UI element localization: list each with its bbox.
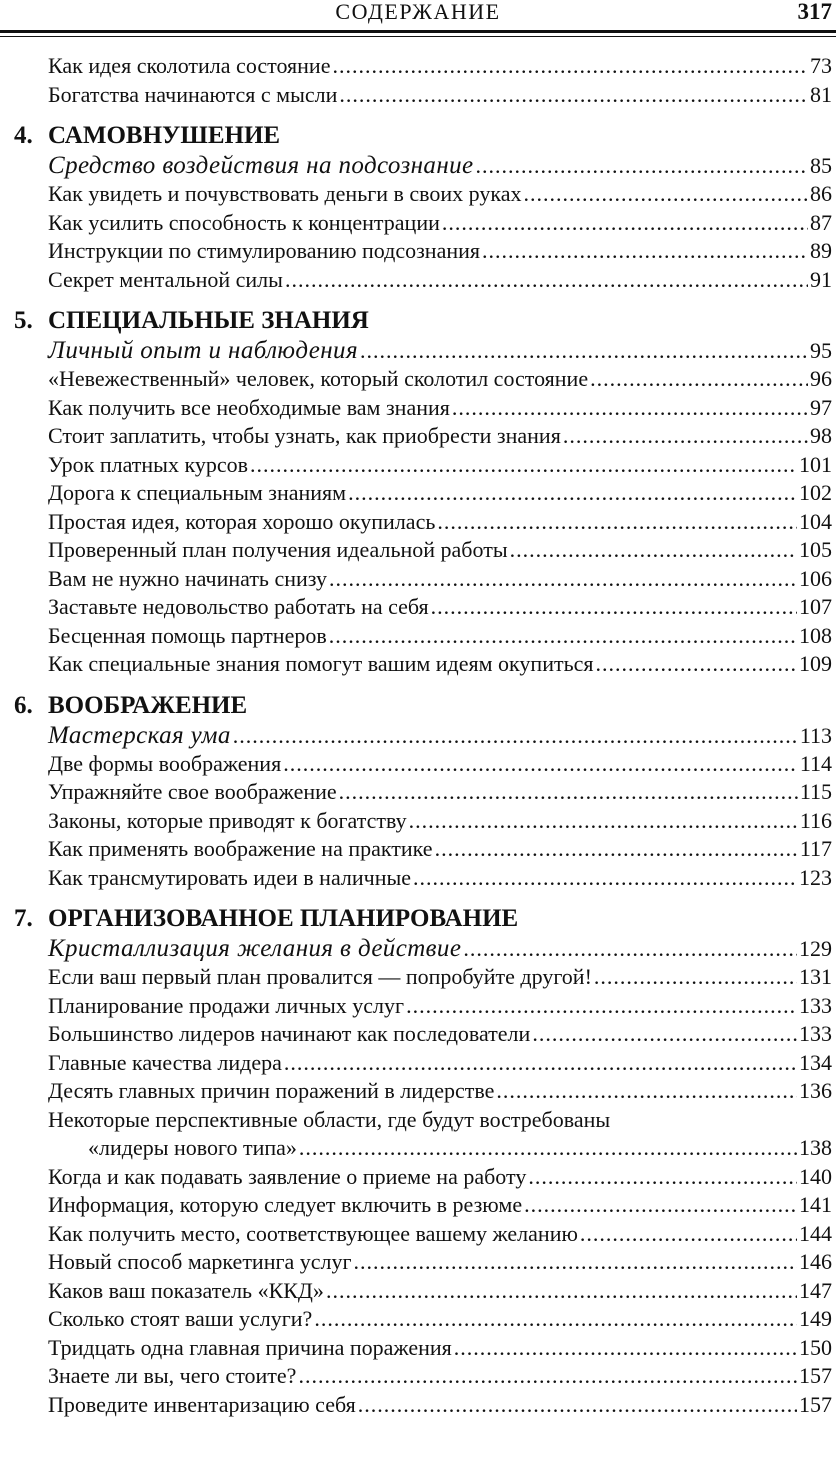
leader-dots xyxy=(339,778,798,807)
leader-dots xyxy=(463,934,797,963)
leader-dots xyxy=(437,508,797,537)
chapter-heading xyxy=(0,121,836,151)
toc-entry xyxy=(0,1305,836,1334)
chapter-number: 4. xyxy=(14,122,33,149)
toc-entry-text: Как идея сколотила состояние xyxy=(48,53,331,78)
chapter-subtitle xyxy=(0,151,836,180)
leader-dots xyxy=(590,365,808,394)
header-rule-thick xyxy=(0,30,836,33)
toc-entry-page: 123 xyxy=(799,864,832,890)
toc-entry xyxy=(0,536,836,565)
toc-entry-page: 131 xyxy=(799,964,832,989)
leader-dots xyxy=(233,721,798,750)
leader-dots xyxy=(285,266,808,295)
leader-dots xyxy=(532,1020,797,1049)
toc-entry-text: Проведите инвентаризацию себя xyxy=(48,1391,356,1417)
leader-dots xyxy=(329,622,797,651)
toc-entry-page: 117 xyxy=(799,836,832,861)
toc-entry xyxy=(0,394,836,423)
leader-dots xyxy=(596,650,797,679)
toc-entry-page: 157 xyxy=(799,1363,832,1388)
toc-entry-text: Урок платных курсов xyxy=(48,451,248,477)
toc-entry-text: Инструкции по стимулированию подсознания xyxy=(48,238,480,263)
chapter-subtitle-page: 95 xyxy=(810,338,832,363)
toc-entry-page: 146 xyxy=(799,1249,832,1274)
toc-entry xyxy=(0,266,836,295)
leader-dots xyxy=(250,451,797,480)
page-number: 317 xyxy=(797,0,832,24)
leader-dots xyxy=(454,1334,797,1363)
leader-dots xyxy=(580,1220,797,1249)
toc-entry-text: Вам не нужно начинать снизу xyxy=(48,565,328,591)
chapter-subtitle-page: 85 xyxy=(810,153,832,178)
toc-entry-text: Десять главных причин поражений в лидерстве xyxy=(48,1078,495,1103)
toc-entry xyxy=(0,992,836,1021)
toc-entry-text: Планирование продажи личных услуг xyxy=(48,992,405,1018)
toc-entry xyxy=(0,508,836,537)
chapter-number: 7. xyxy=(14,905,33,932)
page-header xyxy=(0,0,836,40)
toc-entry-text: Проверенный план получения идеальной работы xyxy=(48,537,508,562)
toc-entry xyxy=(0,1191,836,1220)
leader-dots xyxy=(358,1391,797,1420)
toc-entry xyxy=(0,451,836,480)
chapter-title: САМОВНУШЕНИЕ xyxy=(48,122,281,149)
leader-dots xyxy=(510,536,797,565)
toc-entry xyxy=(0,365,836,394)
toc-entry-page: 136 xyxy=(799,1078,832,1103)
toc-entry-page: 101 xyxy=(799,451,832,477)
leader-dots xyxy=(299,1134,797,1163)
chapter-title: СПЕЦИАЛЬНЫЕ ЗНАНИЯ xyxy=(48,307,369,334)
toc-entry xyxy=(0,422,836,451)
toc-entry-text: Как применять воображение на практике xyxy=(48,836,433,861)
toc-entry-page: 149 xyxy=(799,1306,832,1331)
leader-dots xyxy=(298,1362,797,1391)
toc-entry-text: Если ваш первый план провалится — попробуйте другой! xyxy=(48,964,592,989)
toc-entry-page: 98 xyxy=(810,423,832,448)
toc-entry-page: 105 xyxy=(799,537,832,562)
leader-dots xyxy=(413,864,797,893)
leader-dots xyxy=(482,237,808,266)
chapter-subtitle-text: Личный опыт и наблюдения xyxy=(48,337,358,364)
toc-entry-text: Тридцать одна главная причина поражения xyxy=(48,1334,452,1360)
table-of-contents xyxy=(0,52,836,1419)
toc-entry-text: Как получить все необходимые вам знания xyxy=(48,394,450,420)
toc-entry-text: Информация, которую следует включить в резюме xyxy=(48,1192,523,1217)
toc-entry xyxy=(0,209,836,238)
toc-entry-text: Стоит заплатить, чтобы узнать, как приобрести знания xyxy=(48,423,561,448)
toc-entry xyxy=(0,1049,836,1078)
chapter-subtitle-page: 129 xyxy=(799,936,832,961)
leader-dots xyxy=(528,1163,797,1192)
toc-entry-page: 96 xyxy=(810,366,832,391)
leader-dots xyxy=(329,565,797,594)
toc-entry-page: 141 xyxy=(799,1192,832,1217)
toc-entry-page: 108 xyxy=(799,622,832,648)
toc-entry-page: 86 xyxy=(810,181,832,206)
toc-entry xyxy=(0,650,836,679)
toc-entry-text: Секрет ментальной силы xyxy=(48,266,283,292)
leader-dots xyxy=(332,52,808,81)
leader-dots xyxy=(524,1191,797,1220)
toc-entry-text: Богатства начинаются с мысли xyxy=(48,81,338,107)
leader-dots xyxy=(496,1077,797,1106)
chapter-subtitle-page: 113 xyxy=(799,722,832,748)
toc-entry-page: 102 xyxy=(799,480,832,505)
toc-entry-text: Как получить место, соответствующее вашему желанию xyxy=(48,1220,578,1246)
leader-dots xyxy=(326,1277,797,1306)
chapter-subtitle xyxy=(0,934,836,963)
toc-entry-text: Как трансмутировать идеи в наличные xyxy=(48,864,412,890)
toc-entry xyxy=(0,237,836,266)
chapter-heading xyxy=(0,691,836,721)
toc-entry-page: 115 xyxy=(799,779,832,804)
toc-entry xyxy=(0,52,836,81)
toc-entry-text: Каков ваш показатель «ККД» xyxy=(48,1277,324,1303)
toc-entry xyxy=(0,1391,836,1420)
chapter-subtitle-text: Средство воздействия на подсознание xyxy=(48,152,474,179)
toc-entry-page: 157 xyxy=(799,1391,832,1417)
toc-entry xyxy=(0,963,836,992)
toc-entry-page: 144 xyxy=(799,1220,832,1246)
leader-dots xyxy=(339,81,808,110)
running-title: СОДЕРЖАНИЕ xyxy=(335,0,501,24)
chapter-number: 5. xyxy=(14,307,33,334)
leader-dots xyxy=(435,835,798,864)
toc-entry xyxy=(0,565,836,594)
toc-entry xyxy=(0,1220,836,1249)
toc-entry xyxy=(0,622,836,651)
toc-entry-page: 81 xyxy=(810,81,832,107)
toc-entry-page: 107 xyxy=(799,594,832,619)
toc-entry xyxy=(0,1248,836,1277)
toc-entry-text: Две формы воображения xyxy=(48,750,282,776)
leader-dots xyxy=(283,750,798,779)
toc-entry-page: 104 xyxy=(799,508,832,534)
chapter-title: ВООБРАЖЕНИЕ xyxy=(48,691,248,719)
toc-entry xyxy=(0,81,836,110)
chapter-title: ОРГАНИЗОВАННОЕ ПЛАНИРОВАНИЕ xyxy=(48,905,519,932)
header-rule-thin xyxy=(0,36,836,37)
toc-entry-text: Новый способ маркетинга услуг xyxy=(48,1249,352,1274)
toc-entry xyxy=(0,593,836,622)
chapter-number: 6. xyxy=(14,691,33,719)
toc-entry-text: Как специальные знания помогут вашим идеям окупиться xyxy=(48,651,594,676)
toc-entry-page: 140 xyxy=(799,1163,832,1189)
toc-entry-page: 134 xyxy=(799,1049,832,1075)
toc-entry-text: «Невежественный» человек, который сколотил состояние xyxy=(48,366,589,391)
leader-dots xyxy=(452,394,808,423)
toc-entry xyxy=(0,479,836,508)
leader-dots xyxy=(442,209,808,238)
leader-dots xyxy=(431,593,797,622)
toc-entry xyxy=(0,1362,836,1391)
toc-entry xyxy=(0,1334,836,1363)
toc-entry-page: 73 xyxy=(810,53,832,78)
toc-entry xyxy=(0,180,836,209)
toc-entry-text: Главные качества лидера xyxy=(48,1049,282,1075)
toc-entry-page: 133 xyxy=(799,992,832,1018)
leader-dots xyxy=(476,151,808,180)
leader-dots xyxy=(348,479,797,508)
toc-entry xyxy=(0,1077,836,1106)
toc-entry-page: 106 xyxy=(799,565,832,591)
toc-entry-page: 91 xyxy=(810,266,832,292)
leader-dots xyxy=(360,336,808,365)
toc-entry-text: Законы, которые приводят к богатству xyxy=(48,807,407,833)
toc-entry-text: Сколько стоят ваши услуги? xyxy=(48,1306,313,1331)
toc-entry-text: Заставьте недовольство работать на себя xyxy=(48,594,429,619)
toc-entry xyxy=(0,778,836,807)
toc-entry-text: Простая идея, которая хорошо окупилась xyxy=(48,508,436,534)
chapter-subtitle xyxy=(0,721,836,750)
toc-entry-text: Знаете ли вы, чего стоите? xyxy=(48,1363,297,1388)
toc-entry-text: Как усилить способность к концентрации xyxy=(48,209,440,235)
toc-entry-text: Как увидеть и почувствовать деньги в своих руках xyxy=(48,181,522,206)
chapter-heading xyxy=(0,306,836,336)
toc-entry-page: 109 xyxy=(799,651,832,676)
toc-entry xyxy=(0,1134,836,1163)
toc-entry-text: Упражняйте свое воображение xyxy=(48,779,337,804)
toc-entry-page: 138 xyxy=(799,1135,832,1160)
toc-entry-page: 87 xyxy=(810,209,832,235)
toc-entry-text: Когда и как подавать заявление о приеме на работу xyxy=(48,1163,527,1189)
toc-entry xyxy=(0,1020,836,1049)
toc-entry xyxy=(0,864,836,893)
toc-entry-text: Некоторые перспективные области, где будут востребованы xyxy=(48,1106,611,1132)
toc-entry xyxy=(0,807,836,836)
toc-entry-page: 89 xyxy=(810,238,832,263)
leader-dots xyxy=(409,807,798,836)
toc-entry-continuation: «лидеры нового типа» xyxy=(88,1135,297,1160)
toc-entry-page: 97 xyxy=(810,394,832,420)
leader-dots xyxy=(563,422,808,451)
toc-entry-page: 116 xyxy=(799,807,832,833)
toc-entry-page: 114 xyxy=(799,750,832,776)
toc-entry xyxy=(0,1277,836,1306)
leader-dots xyxy=(314,1305,797,1334)
toc-entry-text: Большинство лидеров начинают как последователи xyxy=(48,1021,531,1046)
leader-dots xyxy=(354,1248,797,1277)
toc-entry-text: Бесценная помощь партнеров xyxy=(48,622,327,648)
leader-dots xyxy=(406,992,797,1021)
leader-dots xyxy=(284,1049,797,1078)
toc-entry-text: Дорога к специальным знаниям xyxy=(48,480,347,505)
toc-entry-page: 147 xyxy=(799,1277,832,1303)
toc-entry xyxy=(0,835,836,864)
toc-entry-page: 133 xyxy=(799,1021,832,1046)
chapter-subtitle xyxy=(0,336,836,365)
chapter-heading xyxy=(0,904,836,934)
toc-entry xyxy=(0,1163,836,1192)
chapter-subtitle-text: Кристаллизация желания в действие xyxy=(48,935,462,962)
leader-dots xyxy=(524,180,808,209)
toc-entry xyxy=(0,750,836,779)
chapter-subtitle-text: Мастерская ума xyxy=(48,721,231,749)
toc-entry-page: 150 xyxy=(799,1334,832,1360)
leader-dots xyxy=(594,963,797,992)
